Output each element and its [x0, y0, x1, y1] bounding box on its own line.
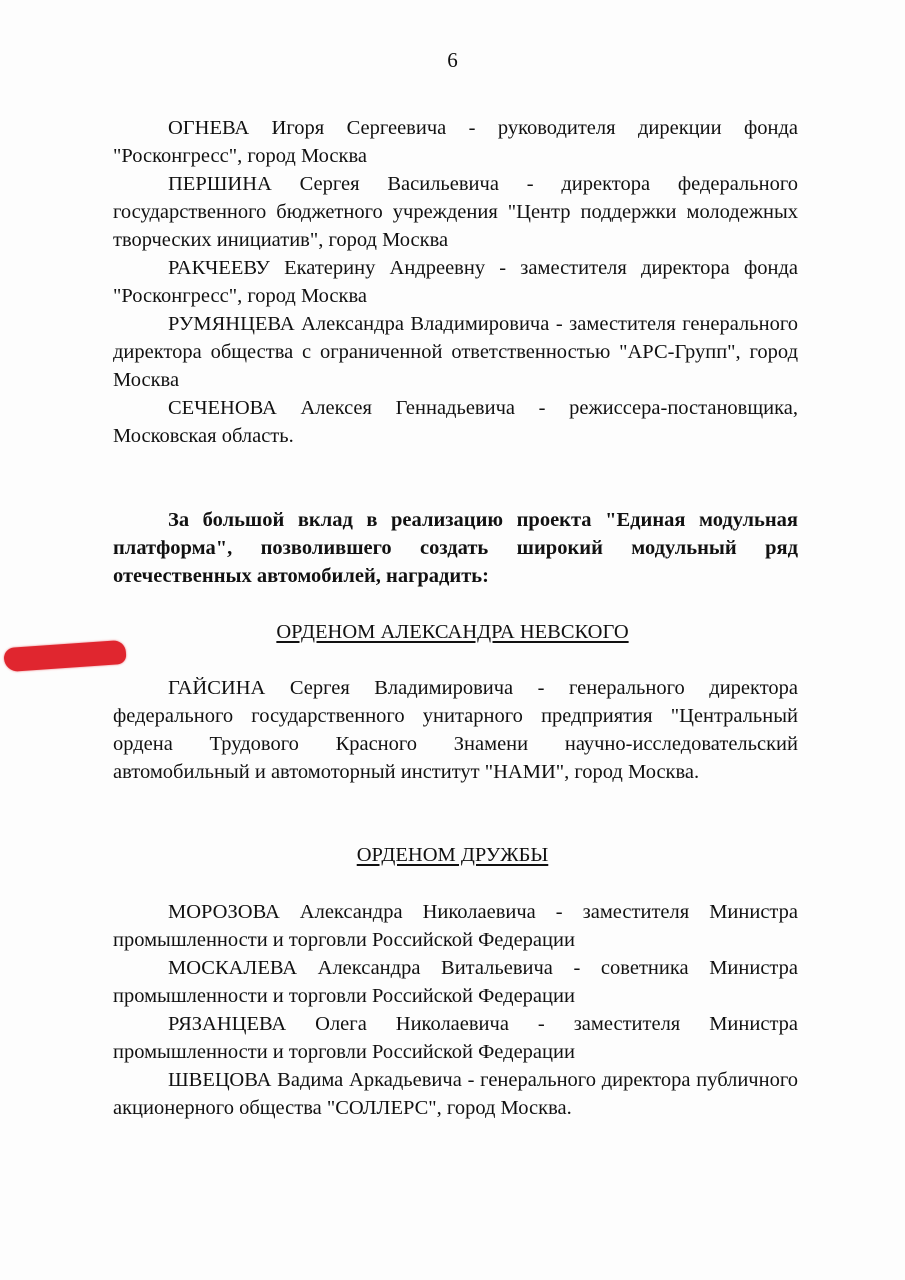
nominee-paragraph: РАКЧЕЕВУ Екатерину Андреевну - заместителя директора фонда "Росконгресс", город Москва	[113, 257, 798, 307]
nominee-list-nevsky	[113, 674, 798, 786]
nominee-paragraph: ШВЕЦОВА Вадима Аркадьевича - генерального директора публичного акционерного общества "СОЛЛЕРС", город Москва.	[113, 1069, 798, 1119]
nominee-paragraph: ПЕРШИНА Сергея Васильевича - директора федерального государственного бюджетного учреждения "Центр поддержки молодежных творческих инициатив", город Москва	[113, 173, 798, 251]
nominee-list-friendship	[113, 898, 798, 1122]
page-number: 6	[447, 48, 458, 72]
heading-order-nevsky-text: ОРДЕНОМ АЛЕКСАНДРА НЕВСКОГО	[276, 621, 629, 643]
nominee-paragraph: ГАЙСИНА Сергея Владимировича - генерального директора федерального государственного унитарного предприятия "Центральный ордена Трудового Красного Знамени научно-исследовательский автомобильный и автомоторный институт "НАМИ", город Москва.	[113, 677, 798, 783]
award-statement: За большой вклад в реализацию проекта "Единая модульная платформа", позволившего создать широкий модульный ряд отечественных автомобилей, наградить:	[113, 509, 798, 587]
heading-order-friendship-text: ОРДЕНОМ ДРУЖБЫ	[356, 844, 549, 866]
heading-order-nevsky	[0, 618, 905, 646]
nominee-list-section-1	[113, 114, 798, 450]
heading-order-friendship	[0, 841, 905, 869]
nominee-paragraph: РУМЯНЦЕВА Александра Владимировича - заместителя генерального директора общества с ограниченной ответственностью "АРС-Групп", город Москва	[113, 313, 798, 391]
nominee-paragraph: ОГНЕВА Игоря Сергеевича - руководителя дирекции фонда "Росконгресс", город Москва	[113, 117, 798, 167]
nominee-paragraph: СЕЧЕНОВА Алексея Геннадьевича - режиссера-постановщика, Московская область.	[113, 397, 798, 447]
nominee-paragraph: МОРОЗОВА Александра Николаевича - заместителя Министра промышленности и торговли Российской Федерации	[113, 901, 798, 951]
nominee-paragraph: РЯЗАНЦЕВА Олега Николаевича - заместителя Министра промышленности и торговли Российской Федерации	[113, 1013, 798, 1063]
nominee-paragraph: МОСКАЛЕВА Александра Витальевича - советника Министра промышленности и торговли Российской Федерации	[113, 957, 798, 1007]
award-statement-block	[113, 506, 798, 590]
